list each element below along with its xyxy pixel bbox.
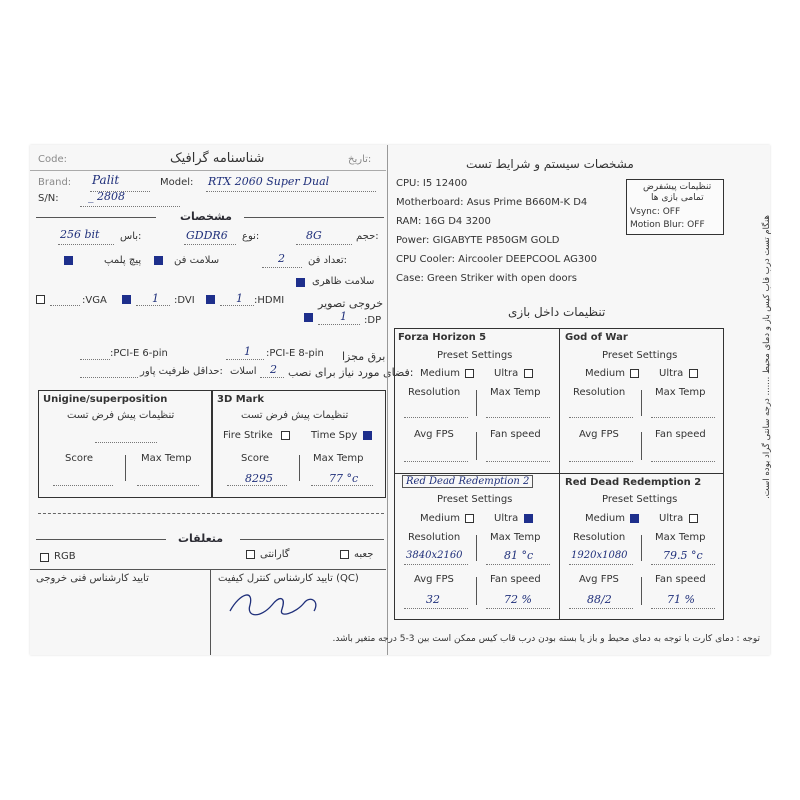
- side-note: هنگام تست درب قاب کیس باز و دمای محیط ....... درجه سانتی گراد بوده است.: [762, 215, 772, 499]
- warranty-label: گارانتی: [260, 549, 290, 560]
- side-note-wrapper: [730, 215, 772, 595]
- max-temp-value: 81 °c: [504, 549, 534, 562]
- max-temp-label: Max Temp: [490, 387, 541, 398]
- pcie6-label: :PCI-E 6-pin: [110, 348, 168, 359]
- vga-label: :VGA: [82, 295, 107, 306]
- form-title: شناسنامه گرافیک: [170, 151, 265, 166]
- rgb-checkbox[interactable]: [40, 553, 49, 562]
- preset-label: Preset Settings: [602, 350, 678, 361]
- power-spec: Power: GIGABYTE P850GM GOLD: [396, 235, 560, 246]
- cpu-spec: CPU: I5 12400: [396, 178, 468, 189]
- time-spy-checkbox[interactable]: [363, 431, 372, 440]
- game-title: Forza Horizon 5: [398, 332, 487, 343]
- model-label: Model:: [160, 177, 194, 188]
- 3dmark-score-label: Score: [241, 453, 270, 464]
- unigine-box: [38, 390, 212, 498]
- max-temp-value: 79.5 °c: [663, 549, 703, 562]
- bus-label: باس:: [120, 231, 142, 242]
- rgb-label: RGB: [54, 551, 76, 562]
- ultra-checkbox[interactable]: [689, 514, 698, 523]
- default-settings-title: تنظیمات پیشفرض: [643, 182, 712, 192]
- unigine-score-label: Score: [65, 453, 94, 464]
- ultra-label: Ultra: [494, 513, 519, 524]
- preset-label: Preset Settings: [602, 494, 678, 505]
- appearance-checkbox[interactable]: [296, 278, 305, 287]
- brand-label: Brand:: [38, 177, 72, 188]
- bus-value: 256 bit: [60, 228, 100, 241]
- footer-note: توجه : دمای کارت با توجه به دمای محیط و باز یا بسته بودن درب قاب کیس ممکن است بین 3-5 درجه متغیر باشد.: [332, 634, 760, 644]
- in-game-heading: تنظیمات داخل بازی: [508, 305, 606, 319]
- exit-tech-label: تایید کارشناس فنی خروجی: [36, 573, 149, 584]
- hdmi-value: 1: [236, 292, 243, 305]
- slots-unit: اسلات: [230, 366, 257, 377]
- 3dmark-title: 3D Mark: [217, 394, 265, 405]
- resolution-value: 3840x2160: [406, 550, 463, 561]
- ram-spec: RAM: 16G D4 3200: [396, 216, 491, 227]
- medium-label: Medium: [420, 368, 460, 379]
- medium-label: Medium: [585, 368, 625, 379]
- pcie8-label: :PCI-E 8-pin: [266, 348, 324, 359]
- code-label: Code:: [38, 154, 67, 165]
- 3dmark-score-value: 8295: [245, 472, 273, 485]
- fan-speed-value: 72 %: [504, 593, 532, 606]
- slots-value: 2: [270, 363, 277, 376]
- resolution-label: Resolution: [573, 387, 626, 398]
- fan-count-label: تعداد فن:: [308, 255, 348, 266]
- warranty-checkbox[interactable]: [246, 550, 255, 559]
- preset-label: Preset Settings: [437, 350, 513, 361]
- max-temp-label: Max Temp: [655, 532, 706, 543]
- appearance-label: سلامت ظاهری: [312, 276, 375, 287]
- avg-fps-label: Avg FPS: [579, 429, 619, 440]
- game-panel-3: [394, 473, 559, 620]
- game-title: Red Dead Redemption 2: [565, 477, 702, 488]
- unigine-max-temp-label: Max Temp: [141, 453, 192, 464]
- fire-strike-label: Fire Strike: [223, 430, 273, 441]
- resolution-label: Resolution: [408, 387, 461, 398]
- game-panel-2: [559, 328, 724, 473]
- ultra-label: Ultra: [659, 513, 684, 524]
- qc-signature: [220, 583, 340, 623]
- fan-health-label: سلامت فن: [174, 255, 220, 266]
- game-title: God of War: [565, 332, 628, 343]
- resolution-label: Resolution: [573, 532, 626, 543]
- avg-fps-value: 88/2: [587, 593, 612, 606]
- slots-label: فضای مورد نیاز برای نصب:: [288, 366, 414, 379]
- dp-value: 1: [340, 310, 347, 323]
- cpu-cooler-spec: CPU Cooler: Aircooler DEEPCOOL AG300: [396, 254, 597, 265]
- 3dmark-subtitle: تنظیمات پیش فرض تست: [241, 410, 349, 421]
- bracket-screw-checkbox[interactable]: [64, 256, 73, 265]
- medium-checkbox[interactable]: [630, 514, 639, 523]
- sn-label: S/N:: [38, 193, 59, 204]
- min-psu-label: حداقل ظرفیت پاور:: [140, 366, 223, 377]
- ultra-checkbox[interactable]: [524, 514, 533, 523]
- max-temp-label: Max Temp: [655, 387, 706, 398]
- fan-speed-value: 71 %: [667, 593, 695, 606]
- ultra-label: Ultra: [659, 368, 684, 379]
- 3dmark-max-temp-label: Max Temp: [313, 453, 364, 464]
- fan-speed-label: Fan speed: [490, 429, 541, 440]
- qc-label: تایید کارشناس کنترل کیفیت (QC): [218, 573, 359, 584]
- medium-checkbox[interactable]: [630, 369, 639, 378]
- unigine-title: Unigine/superposition: [43, 394, 168, 405]
- dvi-label: :DVI: [174, 295, 195, 306]
- fan-count-value: 2: [278, 252, 285, 265]
- 3dmark-box: [212, 390, 386, 498]
- all-games-label: تمامی بازی ها: [651, 193, 704, 203]
- power-label: برق مجزا: [342, 350, 386, 363]
- type-label: نوع:: [242, 231, 260, 242]
- ultra-checkbox[interactable]: [689, 369, 698, 378]
- box-label: جعبه: [354, 549, 374, 560]
- graphics-card-form: [30, 145, 770, 655]
- pcie8-value: 1: [244, 345, 251, 358]
- game-title: Red Dead Redemption 2: [402, 475, 533, 488]
- fan-speed-label: Fan speed: [490, 574, 541, 585]
- system-title: مشخصات سیستم و شرایط تست: [466, 157, 634, 171]
- avg-fps-label: Avg FPS: [579, 574, 619, 585]
- resolution-label: Resolution: [408, 532, 461, 543]
- ultra-label: Ultra: [494, 368, 519, 379]
- resolution-value: 1920x1080: [571, 550, 628, 561]
- hdmi-checkbox[interactable]: [206, 295, 215, 304]
- box-checkbox[interactable]: [340, 550, 349, 559]
- medium-checkbox[interactable]: [465, 369, 474, 378]
- game-panel-4: [559, 473, 724, 620]
- time-spy-label: Time Spy: [311, 430, 358, 441]
- fan-speed-label: Fan speed: [655, 574, 706, 585]
- dp-checkbox[interactable]: [304, 313, 313, 322]
- hdmi-label: :HDMI: [254, 295, 285, 306]
- accessories-heading: متعلقات: [178, 532, 224, 545]
- avg-fps-label: Avg FPS: [414, 429, 454, 440]
- fan-health-checkbox[interactable]: [154, 256, 163, 265]
- volume-label: حجم:: [356, 231, 379, 242]
- 3dmark-temp-value: 77 °c: [329, 472, 359, 485]
- avg-fps-value: 32: [426, 593, 440, 606]
- dvi-value: 1: [152, 292, 159, 305]
- medium-checkbox[interactable]: [465, 514, 474, 523]
- avg-fps-label: Avg FPS: [414, 574, 454, 585]
- sn-value: _ 2808: [88, 190, 125, 203]
- specs-heading: مشخصات: [180, 210, 232, 223]
- fan-speed-label: Fan speed: [655, 429, 706, 440]
- unigine-subtitle: تنظیمات پیش فرض تست: [67, 410, 175, 421]
- case-spec: Case: Green Striker with open doors: [396, 273, 577, 284]
- dvi-checkbox[interactable]: [122, 295, 131, 304]
- max-temp-label: Max Temp: [490, 532, 541, 543]
- default-settings-box: [626, 179, 724, 235]
- type-value: GDDR6: [186, 229, 228, 242]
- date-label: تاریخ:: [348, 154, 372, 165]
- dp-label: :DP: [364, 315, 382, 326]
- vga-checkbox[interactable]: [36, 295, 45, 304]
- medium-label: Medium: [420, 513, 460, 524]
- preset-label: Preset Settings: [437, 494, 513, 505]
- fire-strike-checkbox[interactable]: [281, 431, 290, 440]
- motion-blur-label: Motion Blur: OFF: [630, 220, 705, 230]
- model-value: RTX 2060 Super Dual: [208, 175, 330, 188]
- outputs-label: خروجی تصویر: [318, 297, 384, 310]
- medium-label: Medium: [585, 513, 625, 524]
- game-panel-1: [394, 328, 559, 473]
- ultra-checkbox[interactable]: [524, 369, 533, 378]
- brand-value: Palit: [92, 173, 120, 187]
- motherboard-spec: Motherboard: Asus Prime B660M-K D4: [396, 197, 588, 208]
- bracket-screw-label: پیچ پلمپ: [104, 255, 142, 266]
- volume-value: 8G: [306, 229, 322, 242]
- vsync-label: Vsync: OFF: [630, 207, 681, 217]
